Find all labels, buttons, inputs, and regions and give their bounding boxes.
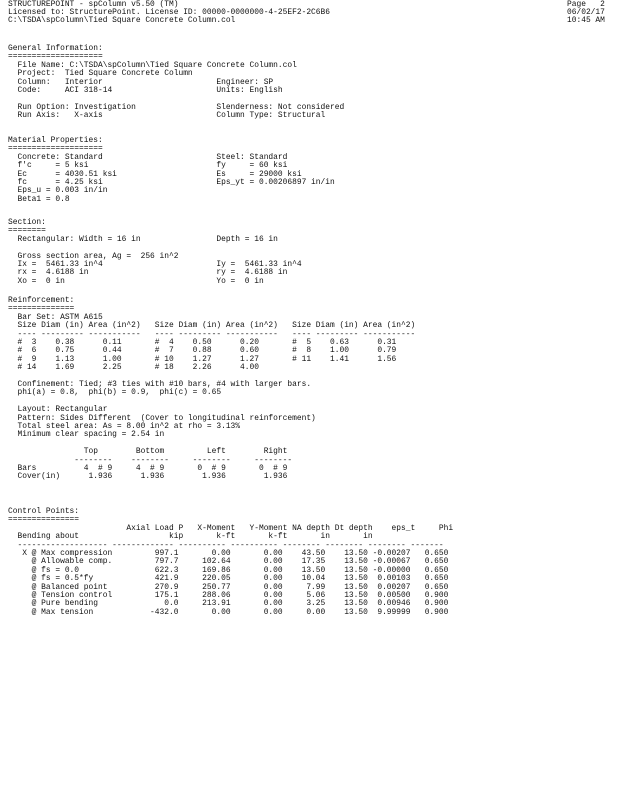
reinforcement-line: Total steel area: As = 8.00 in^2 at rho = 3.13%	[8, 422, 241, 431]
reinforcement-line: Size Diam (in) Area (in^2) Size Diam (in) Area (in^2) Size Diam (in) Area (in^2)	[8, 321, 416, 331]
section-line: ========	[8, 226, 46, 236]
header-license-line: Licensed to: StructurePoint. License ID: 00000-0000000-4-25EF2-2C6B6	[8, 8, 330, 17]
general-information-line: Project: Tied Square Concrete Column	[8, 69, 193, 79]
control-points-line: @ Pure bending 0.0 213.91 0.00 3.25 13.50 0.00946 0.900	[8, 599, 449, 609]
material-properties-line: Beta1 = 0.8	[8, 194, 70, 204]
material-properties-line: f'c = 5 ksi fy = 60 ksi	[8, 161, 288, 171]
material-properties-line: Material Properties:	[8, 136, 103, 145]
general-information-line: Run Option: Investigation Slenderness: Not considered	[8, 102, 345, 112]
reinforcement-line: Bars 4 # 9 4 # 9 0 # 9 0 # 9	[8, 464, 288, 473]
reinforcement-line: Cover(in) 1.936 1.936 1.936 1.936	[8, 472, 288, 482]
material-properties-line: ====================	[8, 144, 103, 154]
section-line: Xo = 0 in Yo = 0 in	[8, 276, 264, 286]
reinforcement-line: # 14 1.69 2.25 # 18 2.26 4.00	[8, 363, 259, 373]
control-points-line: @ Balanced point 270.9 250.77 0.00 7.99 13.50 0.00207 0.650	[8, 582, 449, 592]
general-information-line: Code: ACI 318-14 Units: English	[8, 86, 283, 95]
reinforcement-line: # 9 1.13 1.00 # 10 1.27 1.27 # 11 1.41 1.56	[8, 354, 397, 364]
header-file-path: C:\TSDA\spColumn\Tied Square Concrete Column.col	[8, 16, 236, 25]
control-points-line: Control Points:	[8, 507, 80, 516]
control-points-line: @ Max tension -432.0 0.00 0.00 0.00 13.50 9.99999 0.900	[8, 607, 449, 617]
general-information-line: General Information:	[8, 44, 103, 53]
section-line: Rectangular: Width = 16 in Depth = 16 in	[8, 234, 278, 244]
reinforcement-line: ---- --------- ----------- ---- --------- ----------- ---- --------- -----------	[8, 329, 416, 339]
general-information-line: ====================	[8, 52, 103, 62]
section-line: rx = 4.6188 in ry = 4.6188 in	[8, 268, 288, 278]
reinforcement-line: Bar Set: ASTM A615	[8, 312, 103, 322]
header-date: 06/02/17	[567, 8, 605, 17]
control-points-line: Axial Load P X-Moment Y-Moment NA depth Dt depth eps_t Phi	[8, 523, 454, 533]
control-points-line: ===============	[8, 515, 80, 525]
material-properties-line: Concrete: Standard Steel: Standard	[8, 152, 288, 162]
general-information-line: Run Axis: X-axis Column Type: Structural	[8, 111, 326, 121]
reinforcement-line: Layout: Rectangular	[8, 405, 108, 415]
control-points-line: ------------------- ------------- ---------- ---------- -------- -------- -------- -------	[8, 540, 444, 550]
control-points-line: @ fs = 0.0 622.3 169.86 0.00 13.50 13.50 -0.00000 0.650	[8, 565, 449, 575]
reinforcement-line: phi(a) = 0.8, phi(b) = 0.9, phi(c) = 0.65	[8, 388, 222, 398]
control-points-line: Bending about kip k-ft k-ft in in	[8, 532, 373, 542]
header-product-line: STRUCTUREPOINT - spColumn v5.50 (TM)	[8, 0, 179, 9]
section-line: Section:	[8, 218, 46, 227]
reinforcement-line: # 3 0.38 0.11 # 4 0.50 0.20 # 5 0.63 0.31	[8, 338, 397, 347]
control-points-line: X @ Max compression 997.1 0.00 0.00 43.50 13.50 -0.00207 0.650	[8, 549, 449, 558]
section-line: Gross section area, Ag = 256 in^2	[8, 251, 179, 261]
material-properties-line: Eps_u = 0.003 in/in	[8, 186, 108, 196]
control-points-line: @ Tension control 175.1 288.06 0.00 5.06 13.50 0.00500 0.900	[8, 591, 449, 600]
reinforcement-line: Reinforcement:	[8, 296, 75, 305]
reinforcement-line: Minimum clear spacing = 2.54 in	[8, 430, 165, 440]
reinforcement-line: Pattern: Sides Different (Cover to longitudinal reinforcement)	[8, 413, 316, 423]
material-properties-line: fc = 4.25 ksi Eps_yt = 0.00206897 in/in	[8, 178, 335, 187]
reinforcement-line: Confinement: Tied; #3 ties with #10 bars, #4 with larger bars.	[8, 380, 312, 389]
control-points-line: @ Allowable comp. 797.7 102.64 0.00 17.35 13.50 -0.00067 0.650	[8, 557, 449, 567]
header-time: 10:45 AM	[567, 16, 605, 25]
section-line: Ix = 5461.33 in^4 Iy = 5461.33 in^4	[8, 260, 302, 269]
general-information-line: File Name: C:\TSDA\spColumn\Tied Square Concrete Column.col	[8, 60, 297, 70]
control-points-line: @ fs = 0.5*fy 421.9 220.05 0.00 10.04 13.50 0.00103 0.650	[8, 574, 449, 584]
reinforcement-line: # 6 0.75 0.44 # 7 0.88 0.60 # 8 1.00 0.79	[8, 346, 397, 356]
material-properties-line: Ec = 4030.51 ksi Es = 29000 ksi	[8, 169, 302, 179]
header-page-number: Page 2	[567, 0, 605, 9]
reinforcement-line: ==============	[8, 304, 75, 314]
general-information-line: Column: Interior Engineer: SP	[8, 77, 274, 87]
reinforcement-line: -------- -------- -------- --------	[8, 455, 293, 465]
reinforcement-line: Top Bottom Left Right	[8, 447, 288, 457]
